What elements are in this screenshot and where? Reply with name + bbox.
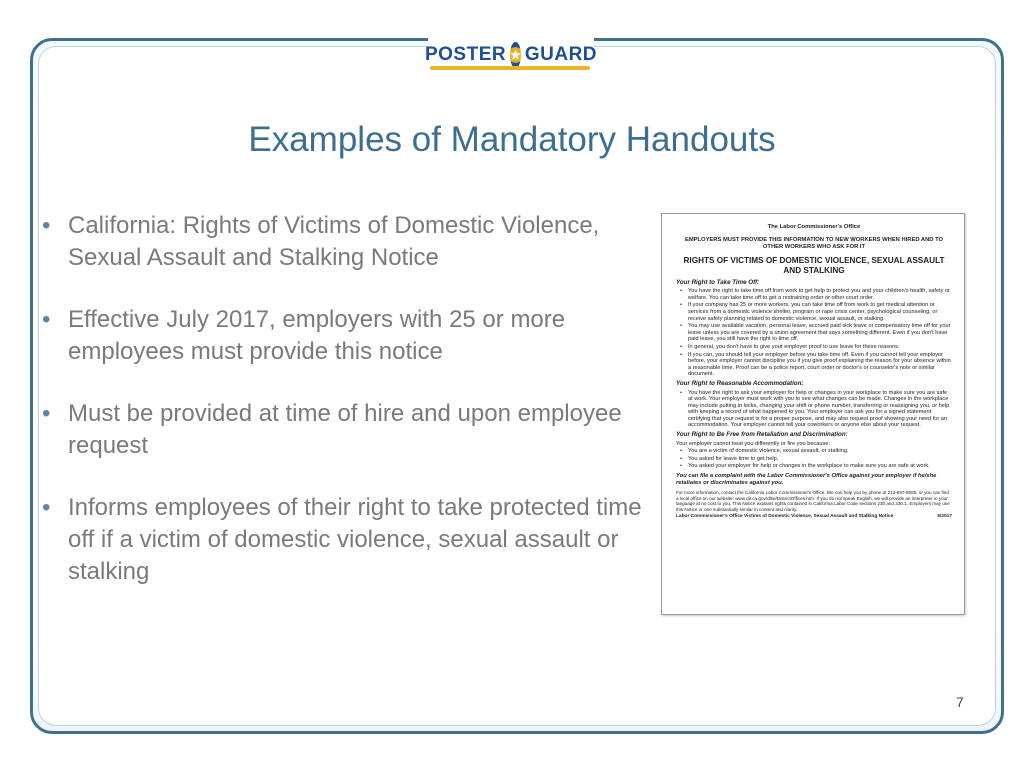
doc-section2-list	[676, 390, 952, 430]
doc-list-item: • You have the right to take time off from work to get help to protect you and your children's health, safety or welfare. You can take time off to get a restraining order or other court order.	[688, 288, 952, 301]
doc-footer-left: Labor Commissioner's Office Victims of Domestic Violence, Sexual Assault and Stalking Notice	[676, 514, 894, 520]
notice-document-image	[661, 213, 965, 615]
doc-section-heading: Your Right to Be Free from Retaliation and Discrimination:	[676, 431, 848, 439]
doc-employers-line: EMPLOYERS MUST PROVIDE THIS INFORMATION TO NEW WORKERS WHEN HIRED AND TO OTHER WORKERS WHO ASK FOR IT	[684, 236, 944, 250]
doc-title: RIGHTS OF VICTIMS OF DOMESTIC VIOLENCE, SEXUAL ASSAULT AND STALKING	[683, 255, 945, 275]
doc-section3-intro: Your employer cannot treat you differently or fire you because:	[676, 440, 830, 447]
doc-list-item: • You are a victim of domestic violence, sexual assault, or stalking.	[688, 448, 952, 455]
slide-title: Examples of Mandatory Handouts	[248, 120, 776, 159]
doc-list-item: • If you can, you should tell your employer before you take time off. Even if you cannot tell your employer before, your employer cannot discipline you if you give proof explaining the reason for your absence within a reasonable time. Proof can be a police report, court order or doctor's or counselor's note or similar document.	[688, 352, 952, 378]
doc-section1-list	[676, 288, 952, 378]
doc-section-heading: Your Right to Reasonable Accommodation:	[676, 379, 804, 387]
doc-list-item: • You asked your employer for help or changes in the workplace to make sure you are safe at work.	[688, 463, 952, 470]
doc-list-item: • You may use available vacation, personal leave, accrued paid sick leave or compensatory time off for your leave unless you are covered by a union agreement that says something different. Even if you don't have paid leave, you still have the right to time off.	[688, 323, 952, 343]
bullet-item: • Informs employees of their right to take protected time off if a victim of domestic violence, sexual assault or stalking	[42, 492, 642, 588]
doc-list-item: • If your company has 25 or more workers, you can take time off from work to get medical attention or services from a domestic violence shelter, program or rape crisis center, psychological counseling, or receive safety planning related to domestic violence, sexual assault, or stalking.	[688, 302, 952, 322]
logo-word-guard: GUARD	[524, 44, 598, 65]
bullet-list	[42, 210, 642, 618]
bullet-item: • Effective July 2017, employers with 25 or more employees must provide this notice	[42, 304, 642, 368]
doc-office: The Labor Commissioner's Office	[767, 224, 861, 230]
logo-word-poster: POSTER	[424, 44, 507, 65]
bullet-item: • California: Rights of Victims of Domestic Violence, Sexual Assault and Stalking Notice	[42, 210, 642, 274]
doc-section-heading: Your Right to Take Time Off:	[676, 278, 760, 286]
doc-more-info: For more information, contact the California Labor Commissioner's Office. We can help you by phone at 213-897-6585, or you can find a local office on our website: www.dir.ca.gov/dlse/DistrictOffices.htm. If you do not speak English, we will provide an interpreter in your language at no cost to you. This Notice explains rights contained in California Labor Code sections 230 and 230.1. Employers may use this Notice or one substantially similar in content and clarity.	[676, 490, 950, 512]
doc-footer	[676, 514, 952, 521]
doc-footer-right: 5/2017	[937, 514, 952, 520]
logo-badge-icon: ★	[510, 42, 521, 68]
page-number: 7	[956, 694, 964, 710]
doc-list-item: • You asked for leave time to get help.	[688, 456, 952, 463]
doc-list-item: • You have the right to ask your employer for help or changes in your workplace to make sure you are safe at work. Your employer must work with you to see what changes can be made. Changes in the workplace may include putting in locks, changing your shift or phone number, transferring or reassigning you, or help with keeping a record of what happened to you. Your employer can ask you for a signed statement certifying that your request is for a proper purpose, and may also request proof showing your need for an accommodation. Your employer cannot tell your coworkers or anyone else about your request.	[688, 390, 952, 430]
doc-section3-list	[676, 448, 952, 470]
bullet-item: • Must be provided at time of hire and upon employee request	[42, 398, 642, 462]
logo-underline	[430, 66, 590, 70]
doc-complaint: You can file a complaint with the Labor Commissioner's Office against your employer if he/she retaliates or discriminates against you.	[676, 473, 937, 487]
doc-list-item: • In general, you don't have to give your employer proof to use leave for these reasons.	[688, 344, 952, 351]
